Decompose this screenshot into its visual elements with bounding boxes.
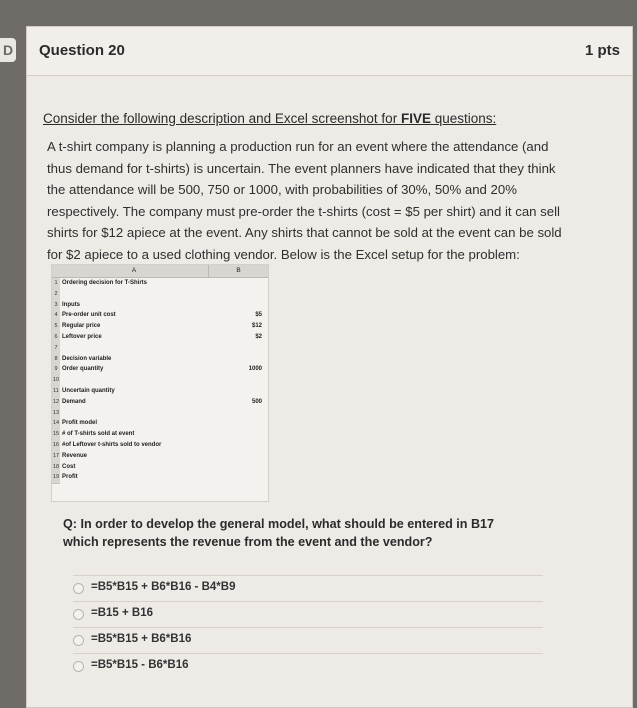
excel-cell-b: 500 [251,398,262,405]
excel-cell-a: Cost [62,463,76,470]
excel-row [52,321,268,332]
excel-cell-b: $2 [255,333,262,340]
excel-row [52,408,268,419]
radio-button[interactable] [73,609,84,620]
excel-col-b: B [236,267,241,274]
excel-row [52,462,268,473]
excel-row [52,440,268,451]
excel-row-number: 13 [52,408,60,420]
excel-row-number: 16 [52,440,60,452]
excel-cell-a: Inputs [62,301,80,308]
excel-row-number: 2 [52,289,60,301]
side-tab: D [0,38,16,62]
excel-column-header [52,265,268,278]
excel-cell-a: Revenue [62,452,88,459]
excel-cell-a: Profit [62,474,78,481]
excel-row-number: 15 [52,429,60,441]
excel-row-number: 19 [52,472,60,484]
answer-option[interactable] [73,627,543,653]
excel-cell-a: Leftover price [62,333,102,340]
excel-cell-a: # of T-shirts sold at event [62,431,135,438]
excel-row-number: 8 [52,354,60,366]
question-prompt: Q: In order to develop the general model, what should be entered in B17 which represents the revenue from the event and the vendor? [63,517,495,549]
excel-row [52,386,268,397]
excel-cell-a: Decision variable [62,355,112,362]
excel-screenshot [51,264,269,502]
excel-row-number: 17 [52,451,60,463]
excel-row [52,343,268,354]
question-card [26,26,633,708]
excel-row-number: 7 [52,343,60,355]
excel-cell-a: Profit model [62,420,98,427]
intro-suffix: questions: [430,111,497,126]
excel-row-number: 4 [52,310,60,322]
excel-row-number: 5 [52,321,60,333]
excel-cell-a: Demand [62,398,86,405]
question-title: Question 20 [39,42,125,59]
excel-row [52,289,268,300]
answer-options [73,575,543,679]
excel-cell-a: Order quantity [62,366,104,373]
excel-cell-a: Pre-order unit cost [62,312,116,319]
excel-row [52,364,268,375]
answer-option-label: =B15 + B16 [91,607,154,619]
excel-row [52,310,268,321]
excel-cell-b: $12 [251,323,262,330]
radio-button[interactable] [73,635,84,646]
excel-row-number: 18 [52,462,60,474]
excel-rows [52,278,268,483]
question-points: 1 pts [584,42,620,59]
excel-row-number: 10 [52,375,60,387]
radio-button[interactable] [73,583,84,594]
excel-row-number: 9 [52,364,60,376]
excel-row [52,429,268,440]
excel-cell-a: Regular price [62,323,101,330]
intro-bold: FIVE [400,111,431,126]
question-header [27,27,632,76]
intro-prefix: Consider the following description and Excel screenshot for [43,111,401,126]
excel-row [52,332,268,343]
answer-option-label: =B5*B15 + B6*B16 - B4*B9 [91,581,236,593]
excel-cell-b: 1000 [248,366,262,373]
excel-row-number: 11 [52,386,60,398]
excel-row-number: 12 [52,397,60,409]
excel-row [52,451,268,462]
excel-cell-a: #of Leftover t-shirts sold to vendor [62,441,162,448]
excel-row-number: 3 [52,300,60,312]
answer-option[interactable] [73,653,543,679]
question-intro [43,111,496,126]
excel-row [52,397,268,408]
excel-cell-b: $5 [255,312,262,319]
excel-row-number: 14 [52,418,60,430]
excel-row [52,278,268,289]
excel-row [52,354,268,365]
excel-row [52,375,268,386]
excel-row-number: 1 [52,278,60,290]
answer-option-label: =B5*B15 - B6*B16 [91,659,189,671]
excel-row [52,418,268,429]
question-description: A t-shirt company is planning a production run for an event where the attendance (and thus demand for t-shirts) is uncertain. The event planners have indicated that they think the attendance will be 500, 750 or 1000, with probabilities of 30%, 50% and 20% respectively. The company must pre-order the t-shirts (cost = $5 per shirt) and it can sell shirts for $12 apiece at the event. Any shirts that cannot be sold at the event can be sold for $2 apiece to a used clothing vendor. Below is the Excel setup for the problem: [47,139,562,262]
excel-row-number: 6 [52,332,60,344]
excel-row [52,472,268,483]
excel-cell-a: Ordering decision for T-Shirts [62,280,148,286]
excel-col-a: A [60,265,209,277]
answer-option[interactable] [73,575,543,601]
answer-option[interactable] [73,601,543,627]
excel-cell-a: Uncertain quantity [62,387,115,394]
excel-row [52,300,268,311]
radio-button[interactable] [73,661,84,672]
answer-option-label: =B5*B15 + B6*B16 [91,633,192,645]
